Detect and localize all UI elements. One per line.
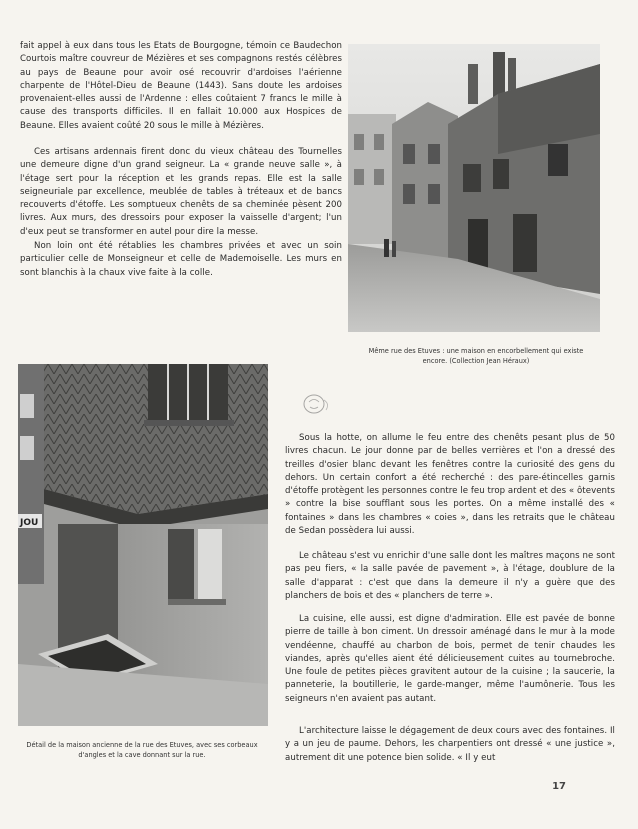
page-number: 17 xyxy=(552,781,566,792)
street-photo-caption: Même rue des Etuves : une maison en encorbellement qui existe encore. (Collection Jean Héraux) xyxy=(368,347,584,365)
paragraph-5: Le château s'est vu enrichir d'une salle dont les maîtres maçons ne sont pas peu fiers, « la salle pavée de pavement », à l'étage, doublure de la salle d'apparat : c'est que dans la demeure il n'y a guère que des planchers de bois et des « planchers de terre ». xyxy=(285,551,615,601)
ink-stamp-icon xyxy=(300,392,334,420)
paragraph-6: La cuisine, elle aussi, est digne d'admiration. Elle est pavée de bonne pierre de taille à bon ciment. Un dressoir aménagé dans le mur à la mode vendéenne, chauffé au charbon de bois, permet de tenir chaudes les viandes, après qu'elles aient été délicieusement cuites au tournebroche. Une foule de petites pièces gravitent autour de la cuisine ; la saucerie, la panneterie, la boutillerie, le garde-manger, même l'aumônerie. Tous les seigneurs n'en avaient pas autant. xyxy=(285,614,615,704)
paragraph-4: Sous la hotte, on allume le feu entre des chenêts pesant plus de 50 livres chacun. Le jour donne par de belles verrières et l'on a dressé des treilles d'osier blanc devant les fenêtres contre la curiosité des gens du dehors. Un certain confort a été recherché : des pare-étincelles garnis d'étoffe protègent les personnes contre le feu trop ardent et des « ôtevents » contre la bise soufflant sous les portes. On a même installé des « fontaines » dans les chambres « coies », dans les retraits que le château de Sedan possèdera lui aussi. xyxy=(285,433,615,537)
house-detail-photo xyxy=(18,364,268,726)
street-photo xyxy=(348,44,600,332)
house-detail-image xyxy=(18,364,268,726)
paragraph-3: Non loin ont été rétablies les chambres privées et avec un soin particulier celle de Monseigneur et celle de Mademoiselle. Les murs en sont blanchis à la chaux vive faite à la colle. xyxy=(20,241,342,278)
house-detail-caption: Détail de la maison ancienne de la rue des Etuves, avec ses corbeaux d'angles et la cave donnant sur la rue. xyxy=(26,741,258,759)
paragraph-1: fait appel à eux dans tous les Etats de Bourgogne, témoin ce Baudechon Courtois maître couvreur de Mézières et ses compagnons restés célèbres au pays de Beaune pour avoir osé recouvrir d'ardoises l'aérienne charpente de l'Hôtel-Dieu de Beaune (1443). Sans doute les ardoises provenaient-elles aussi de l'Ardenne : elles coûtaient 7 francs le mille à cause des transports difficiles. Il en fallait 10.000 aux Hospices de Beaune. Elles avaient coûté 20 sous le mille à Mézières. xyxy=(20,41,342,131)
paragraph-7: L'architecture laisse le dégagement de deux cours avec des fontaines. Il y a un jeu de paume. Dehors, les charpentiers ont dressé « une justice », autrement dit une potence bien solide. « Il y eut xyxy=(285,726,615,763)
street-photo-image xyxy=(348,44,600,332)
paragraph-2: Ces artisans ardennais firent donc du vieux château des Tournelles une demeure digne d'un grand seigneur. La « grande neuve salle », à l'étage sert pour la réception et les grands repas. Elle est la salle seigneuriale par excellence, meublée de tables à tréteaux et de bancs recouverts d'étoffe. Les somptueux chenêts de sa cheminée pèsent 200 livres. Aux murs, des dressoirs pour exposer la vaisselle d'argent; l'un d'eux peut se transformer en autel pour dire la messe. xyxy=(20,147,342,237)
shop-sign-text: JOU xyxy=(20,518,39,528)
